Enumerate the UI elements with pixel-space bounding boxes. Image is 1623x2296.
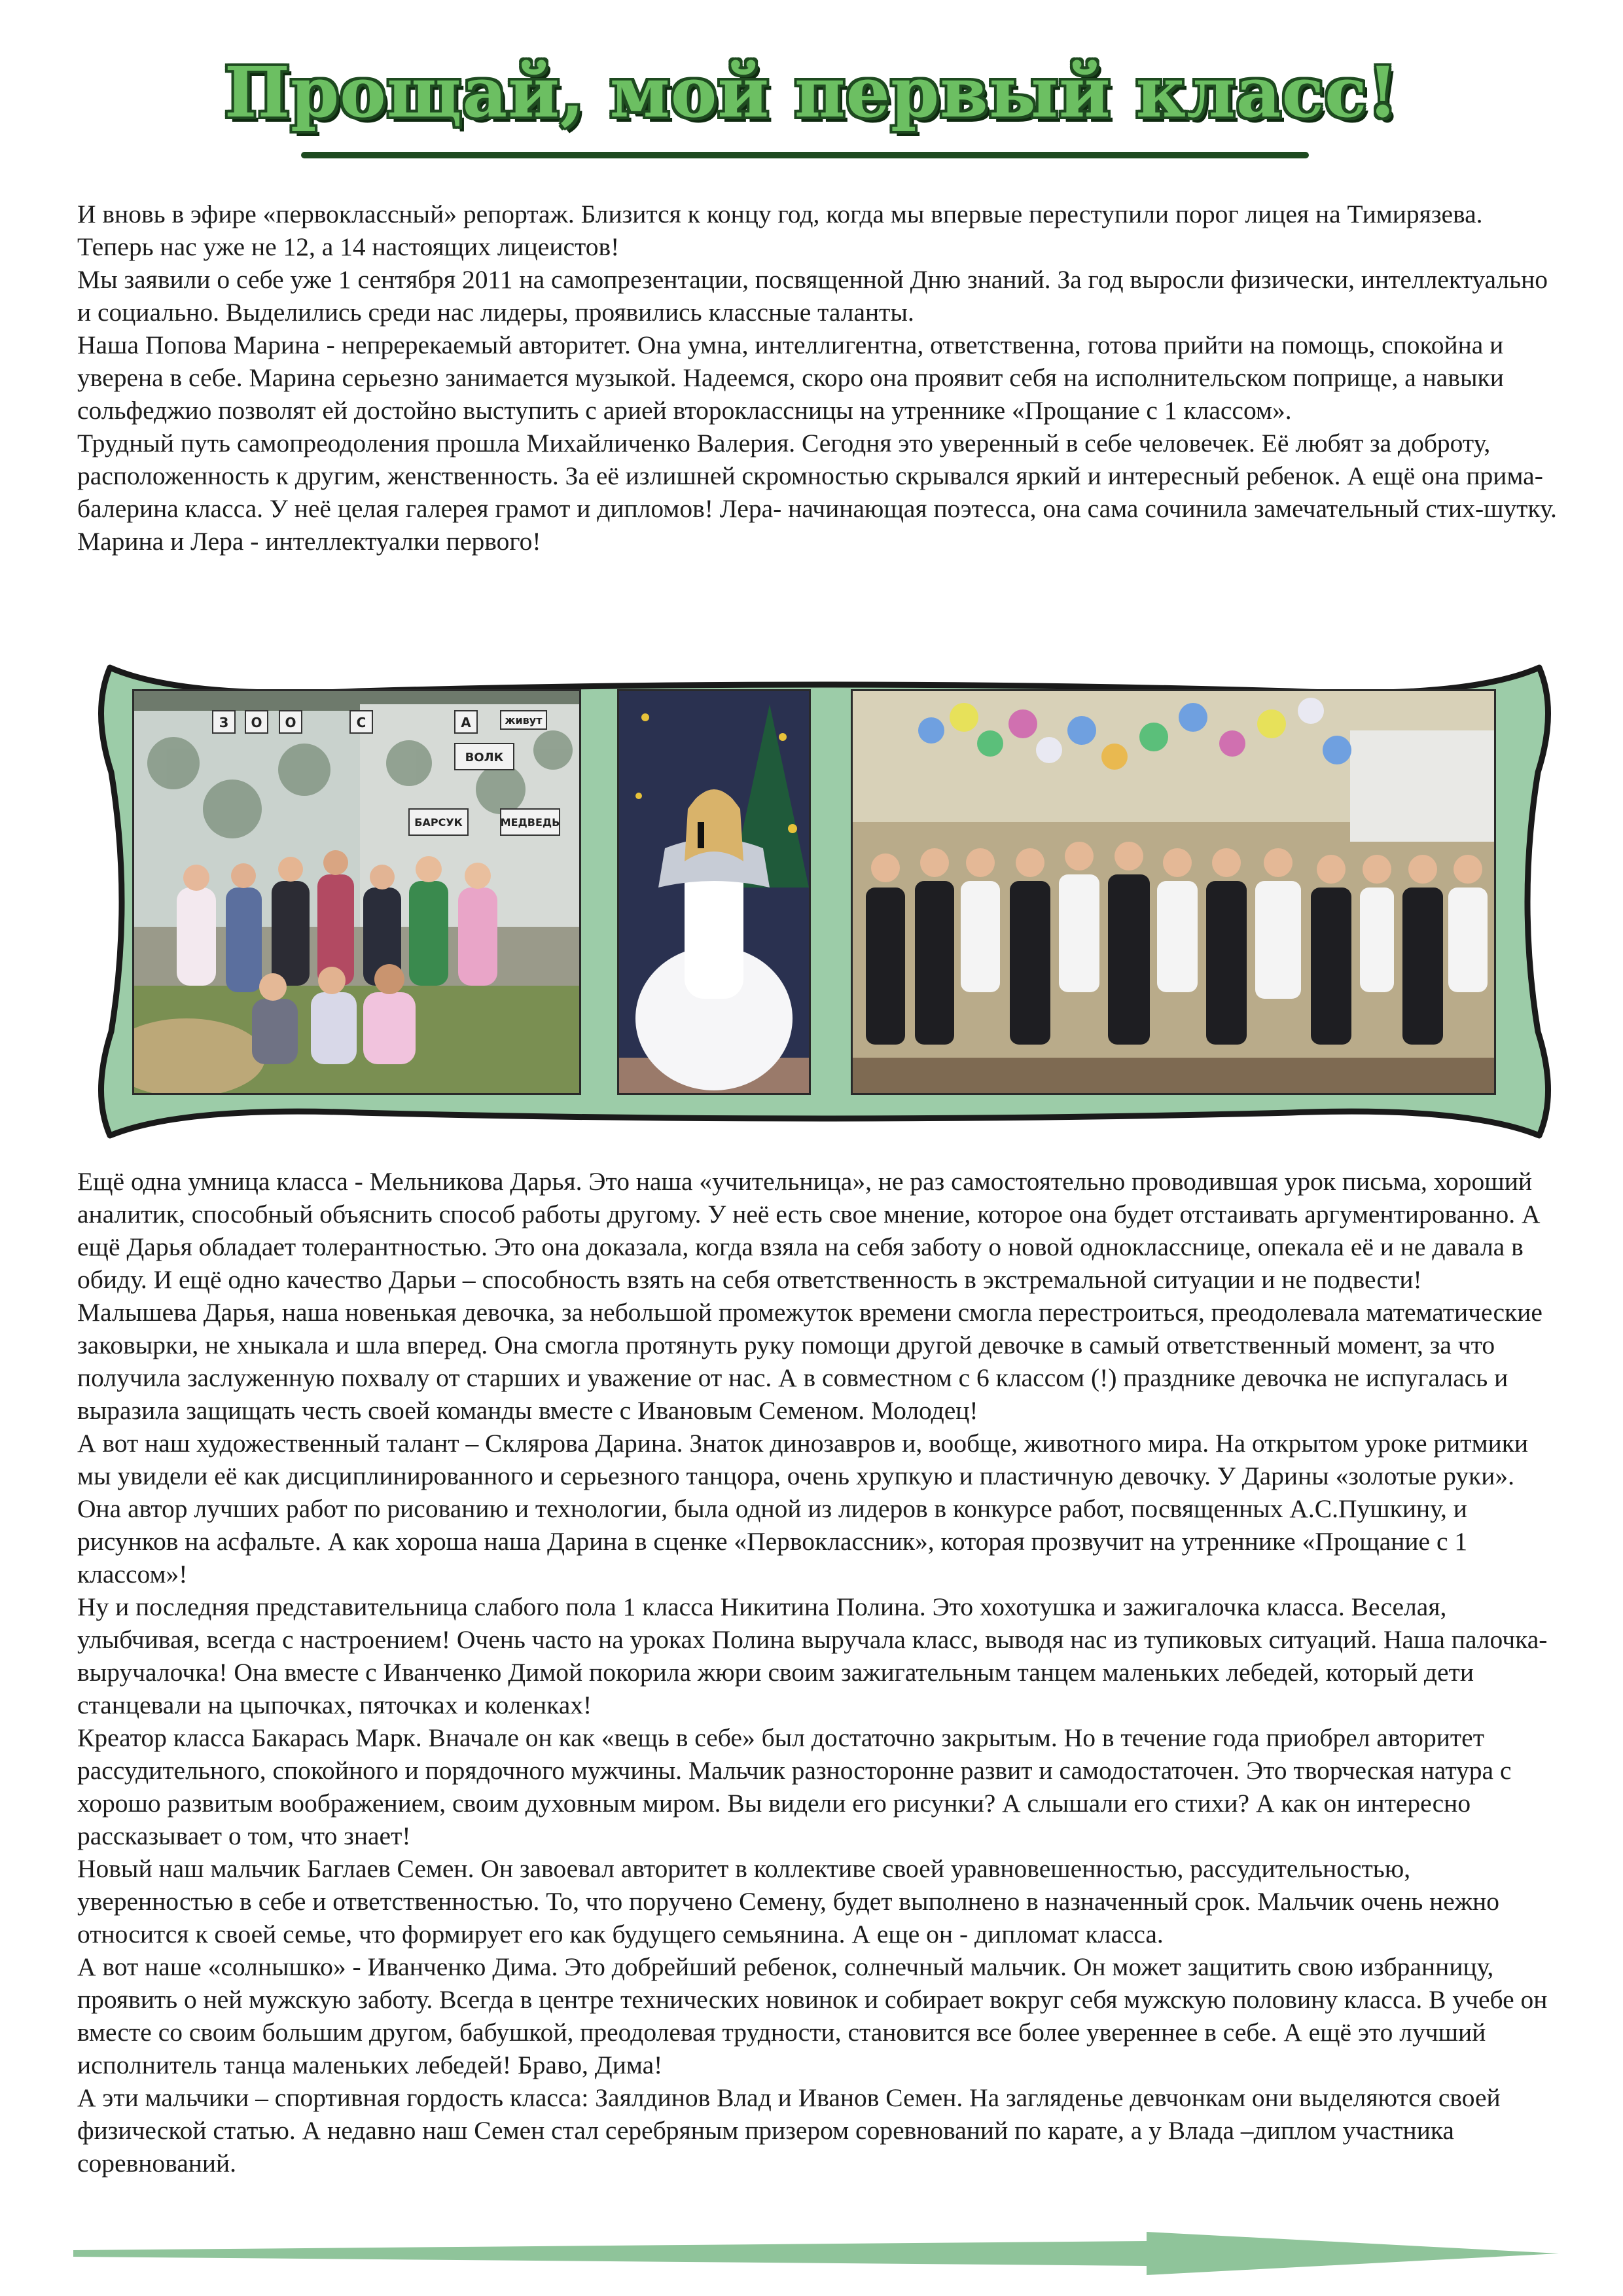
body-paragraph: Ну и последняя представительница слабого пола 1 класса Никитина Полина. Это хохотушка и зажигалочка класса. Веселая, улыбчивая, всегда с настроением! Очень часто на уроках Полина выручала класс, выводя нас из тупиковых ситуаций. Наша палочка-выручалочка! Она вместе с Иванченко Димой покорила жюри своим зажигательным танцем маленьких лебедей, который дети станцевали на цыпочках, пяточках и коленках! <box>77 1592 1548 1719</box>
intro-paragraph: И вновь в эфире «первоклассный» репортаж. Близится к концу год, когда мы впервые переступили порог лицея на Тимирязева. Теперь нас уже не 12, а 14 настоящих лицеистов! <box>77 200 1483 261</box>
class-photo-zoo <box>132 689 581 1095</box>
body-paragraph: А вот наш художественный талант – Склярова Дарина. Знаток динозавров и, вообще, животного мира. На открытом уроке ритмики мы увидели её как дисциплинированного и серьезного танцора, очень хрупкую и пластичную девочку. У Дарины «золотые руки». Она автор лучших работ по рисованию и технологии, была одной из лидеров в конкурсе работ, посвященных А.С.Пушкину, и рисунков на асфальте. А как хороша наша Дарина в сценке «Первоклассник», которая прозвучит на утреннике «Прощание с 1 классом»! <box>77 1429 1529 1588</box>
body-paragraph: Креатор класса Бакарась Марк. Вначале он как «вещь в себе» был достаточно закрытым. Но в течение года приобрел авторитет рассудительного, спокойного и порядочного мужчины. Мальчик разносторонне развит и самодостаточен. Это творческая натура с хорошо развитым воображением, своим духовным миром. Вы видели его рисунки? А слышали его стихи? А как он интересно рассказывает о том, что знает! <box>77 1723 1512 1850</box>
girl-singing-photo <box>617 689 811 1095</box>
body-text <box>77 1165 1563 2179</box>
zoo-sign-letter: З <box>219 715 229 730</box>
zoo-sign-letter: О <box>285 715 296 730</box>
zoo-sign-animal: БАРСУК <box>414 816 463 829</box>
zoo-sign-word: живут <box>505 714 543 726</box>
intro-paragraph: Марина и Лера - интеллектуалки первого! <box>77 527 541 556</box>
intro-paragraph: Трудный путь самопреодоления прошла Михайличенко Валерия. Сегодня это уверенный в себе человечек. Её любят за доброту, расположенность к другим, женственность. За её излишней скромностью скрывался яркий и интересный ребенок. А ещё она прима-балерина класса. У неё целая галерея грамот и дипломов! Лера- начинающая поэтесса, она сама сочинила замечательный стих-шутку. <box>77 429 1557 523</box>
body-paragraph: А эти мальчики – спортивная гордость класса: Заялдинов Влад и Иванов Семен. На загляденье девчонкам они выделяются своей физической статью. А недавно наш Семен стал серебряным призером соревнований по карате, а у Влада –диплом участника соревнований. <box>77 2083 1501 2178</box>
bottom-arrow-icon <box>73 2232 1559 2275</box>
intro-paragraph: Наша Попова Марина - непререкаемый авторитет. Она умна, интеллигентна, ответственна, готова прийти на помощь, спокойна и уверена в себе. Марина серьезно занимается музыкой. Надеемся, скоро она проявит себя на исполнительском поприще, а навыки сольфеджио позволят ей достойно выступить с арией второклассницы на утреннике «Прощание с 1 классом». <box>77 331 1504 425</box>
body-paragraph: А вот наше «солнышко» - Иванченко Дима. Это добрейший ребенок, солнечный мальчик. Он может защитить свою избранницу, проявить о ней мужскую заботу. Всегда в центре технических новинок и собирает вокруг себя мужскую половину класса. В учебе он вместе со своим большим другом, бабушкой, преодолевая трудности, становится все более увереннее в себе. А ещё это лучший исполнитель танца маленьких лебедей! Браво, Дима! <box>77 1952 1548 2079</box>
intro-paragraph: Мы заявили о себе уже 1 сентября 2011 на самопрезентации, посвященной Дню знаний. За год выросли физически, интеллектуально и социально. Выделились среди нас лидеры, проявились классные таланты. <box>77 265 1548 327</box>
body-paragraph: Ещё одна умница класса - Мельникова Дарья. Это наша «учительница», не раз самостоятельно проводившая урок письма, хороший аналитик, способный объяснить способ работы другому. У неё есть свое мнение, которое она будет отстаивать аргументированно. А ещё Дарья обладает толерантностью. Это она доказала, когда взяла на себя заботу о новой однокласснице, опекала её и не давала в обиду. И ещё одно качество Дарьи – способность взять на себя ответственность в экстремальной ситуации и не подвести! <box>77 1167 1541 1294</box>
body-paragraph: Малышева Дарья, наша новенькая девочка, за небольшой промежуток времени смогла перестроиться, преодолевала математические заковырки, не хныкала и шла вперед. Она смогла протянуть руку помощи другой девочке в самый ответственный момент, за что получила заслуженную похвалу от старших и уважение от нас. А в совместном с 6 классом (!) празднике девочка не испугалась и выразила защищать честь своей команды вместе с Ивановым Семеном. Молодец! <box>77 1298 1543 1425</box>
body-paragraph: Новый наш мальчик Баглаев Семен. Он завоевал авторитет в коллективе своей уравновешенностью, рассудительностью, уверенностью в себе и ответственностью. То, что поручено Семену, будет выполнено в назначенный срок. Мальчик очень нежно относится к своей семье, что формирует его как будущего семьянина. А еще он - дипломат класса. <box>77 1854 1499 1948</box>
zoo-sign-letter: О <box>251 715 262 730</box>
zoo-sign-letter: А <box>461 715 471 730</box>
zoo-sign-letter: С <box>356 715 366 730</box>
zoo-sign-animal: МЕДВЕДЬ <box>500 816 560 829</box>
page-title: Прощай, мой первый класс! <box>224 51 1399 133</box>
class-performance-photo <box>851 689 1496 1095</box>
zoo-sign-animal: ВОЛК <box>465 751 504 764</box>
title-underline <box>301 152 1309 158</box>
intro-text <box>77 198 1563 558</box>
